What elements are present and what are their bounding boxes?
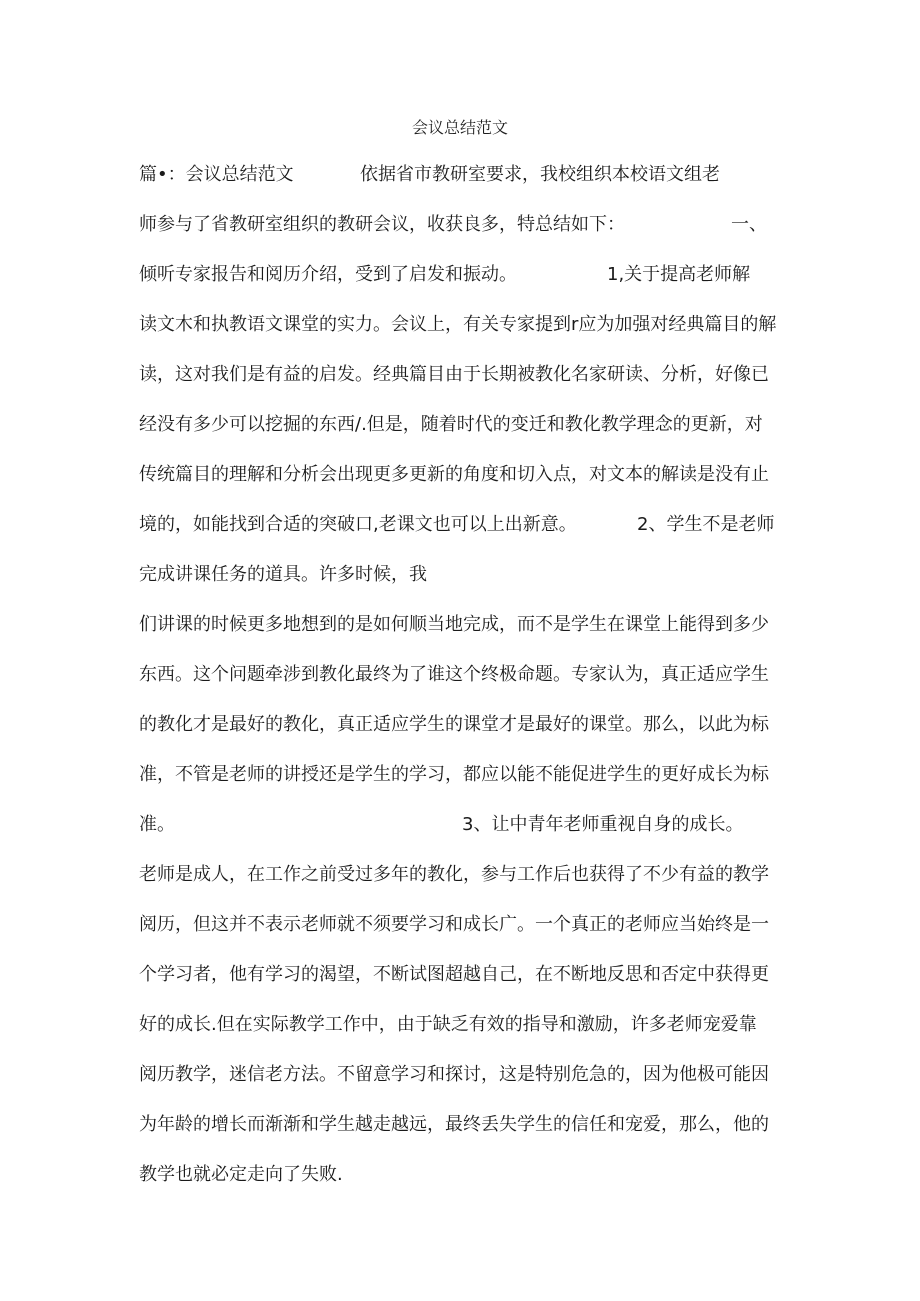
line-segment: 个学习者，他有学习的渴望，不断试图超越自己，在不断地反思和否定中获得更: [139, 964, 769, 985]
line-segment: 境的，如能找到合适的突破口,老课文也可以上出新意。: [139, 514, 577, 535]
document-title: 会议总结范文: [411, 118, 508, 137]
line-segment: 一、: [731, 214, 767, 235]
line-segment: 师参与了省教研室组织的教研会议，收获良多，特总结如下：: [139, 214, 625, 235]
line-segment: 经没有多少可以挖掘的东西/.但是，随着时代的变迁和教化教学理念的更新，对: [139, 414, 763, 435]
line-segment: 好的成长.但在实际教学工作中，由于缺乏有效的指导和激励，许多老师宠爱靠: [139, 1014, 757, 1035]
line-segment: 教学也就必定走向了失败.: [139, 1164, 343, 1185]
line-segment: 篇•：会议总结范文: [139, 164, 294, 185]
line-segment: 依据省市教研室要求，我校组织本校语文组老: [360, 164, 720, 185]
line-segment: 阅历教学，迷信老方法。不留意学习和探讨，这是特别危急的，因为他极可能因: [139, 1064, 769, 1085]
line-segment: 们讲课的时候更多地想到的是如何顺当地完成，而不是学生在课堂上能得到多少: [139, 614, 769, 635]
line-segment: 读，这对我们是有益的启发。经典篇目由于长期被教化名家研读、分析，好像已: [139, 364, 769, 385]
line-segment: 老师是成人，在工作之前受过多年的教化，参与工作后也获得了不少有益的教学: [139, 864, 769, 885]
line-segment: 传统篇目的理解和分析会出现更多更新的角度和切入点，对文本的解读是没有止: [139, 464, 769, 485]
line-segment: 完成讲课任务的道具。许多时候，我: [139, 564, 427, 585]
line-segment: 准，不管是老师的讲授还是学生的学习，都应以能不能促进学生的更好成长为标: [139, 764, 769, 785]
line-segment: 准。: [139, 814, 175, 835]
line-segment: 东西。这个问题牵涉到教化最终为了谁这个终极命题。专家认为，真正适应学生: [139, 664, 769, 685]
line-segment: 为年龄的增长而渐渐和学生越走越远，最终丢失学生的信任和宠爱，那么，他的: [139, 1114, 769, 1135]
line-segment: 3、让中青年老师重视自身的成长。: [462, 814, 744, 835]
line-segment: 读文木和执教语文课堂的实力。会议上，有关专家提到r应为加强对经典篇目的解: [139, 314, 777, 335]
line-segment: 阅历，但这并不表示老师就不须要学习和成长广。一个真正的老师应当始终是一: [139, 914, 769, 935]
line-segment: 倾听专家报告和阅历介绍，受到了启发和振动。: [139, 264, 517, 285]
line-segment: 1,关于提高老师解: [607, 264, 751, 285]
line-segment: 的教化才是最好的教化，真正适应学生的课堂才是最好的课堂。那么，以此为标: [139, 714, 769, 735]
line-segment: 2、学生不是老师: [637, 514, 775, 535]
